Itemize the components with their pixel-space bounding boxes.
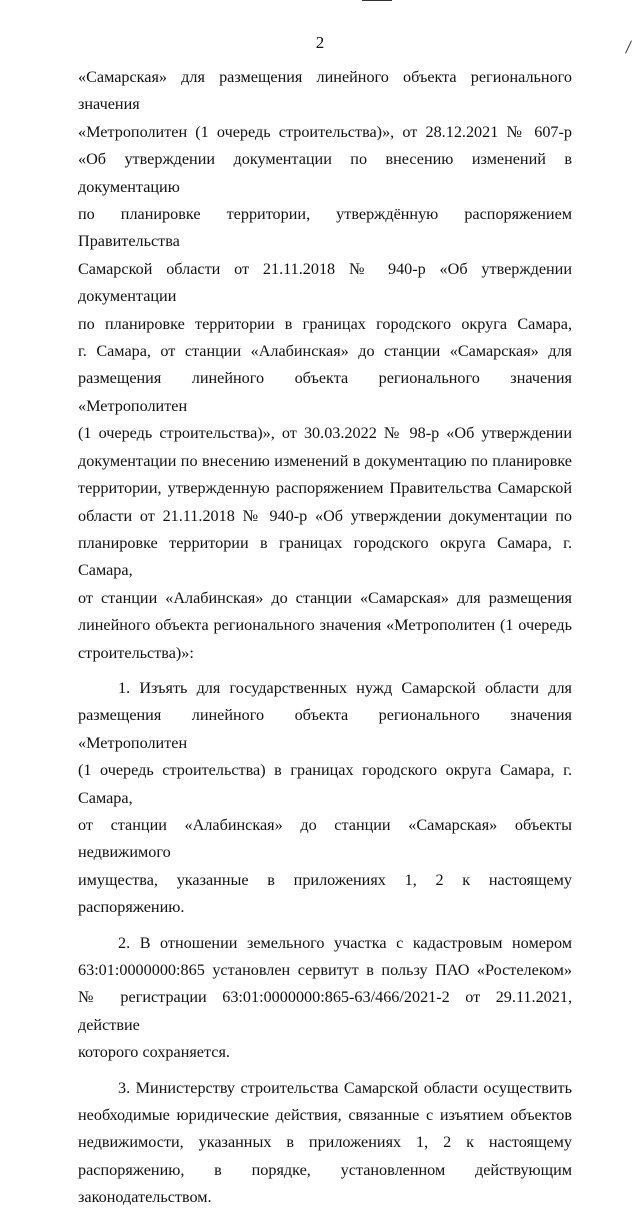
text-line: Самарской области от 21.11.2018 № 940-р «Об утверждении документации — [78, 259, 572, 306]
text-line: (1 очередь строительства) в границах городского округа Самара, г. Самара, — [78, 761, 572, 807]
text-line: № регистрации 63:01:0000000:865-63/466/2021-2 от 29.11.2021, действие — [78, 988, 572, 1034]
text-line: 3. Министерству строительства Самарской области осуществить — [118, 1078, 572, 1097]
text-line: линейного объекта регионального значения «Метрополитен (1 очередь — [78, 616, 572, 635]
text-line: 1. Изъять для государственных нужд Самарской области для — [118, 678, 572, 697]
text-line: законодательством. — [78, 1188, 212, 1207]
page-number: 2 — [315, 33, 325, 52]
text-line: недвижимости, указанных в приложениях 1, 2 к настоящему — [78, 1133, 572, 1152]
text-line: по планировке территории, утверждённую распоряжением Правительства — [78, 205, 572, 251]
intro-paragraph — [78, 64, 572, 667]
text-line: (1 очередь строительства)», от 30.03.2022 № 98-р «Об утверждении — [78, 424, 572, 443]
text-line: строительства)»: — [78, 643, 194, 662]
text-line: «Метрополитен (1 очередь строительства)», от 28.12.2021 № 607-р — [78, 122, 572, 141]
text-line: «Об утверждении документации по внесению изменений в документацию — [78, 150, 572, 196]
text-line: распоряжению, в порядке, установленном действующим — [78, 1160, 572, 1179]
text-line: 63:01:0000000:865 установлен сервитут в пользу ПАО «Ростелеком» — [78, 961, 572, 979]
scan-mark-top — [362, 0, 392, 1]
text-line: от станции «Алабинская» до станции «Самарская» для размещения — [78, 588, 572, 607]
text-line: размещения линейного объекта регионального значения «Метрополитен — [78, 369, 572, 415]
text-line: размещения линейного объекта регионального значения «Метрополитен — [78, 706, 572, 752]
text-line: по планировке территории в границах городского округа Самара, — [78, 314, 572, 333]
document-body — [78, 64, 572, 1212]
text-line: территории, утвержденную распоряжением Правительства Самарской — [78, 479, 572, 498]
text-line: которого сохраняется. — [78, 1043, 230, 1062]
item-1-paragraph — [78, 675, 572, 922]
item-3-paragraph — [78, 1075, 572, 1212]
text-line: документации по внесению изменений в документацию по планировке — [78, 451, 572, 470]
text-line: от станции «Алабинская» до станции «Самарская» объекты недвижимого — [78, 815, 572, 862]
text-line: 2. В отношении земельного участка с кадастровым номером — [118, 933, 572, 952]
text-line: области от 21.11.2018 № 940-р «Об утверждении документации по — [78, 506, 572, 525]
text-line: «Самарская» для размещения линейного объекта регионального значения — [78, 68, 572, 114]
text-line: имущества, указанные в приложениях 1, 2 к настоящему распоряжению. — [78, 870, 572, 917]
text-line: необходимые юридические действия, связанные с изъятием объектов — [78, 1106, 572, 1125]
text-line: г. Самара, от станции «Алабинская» до станции «Самарская» для — [78, 342, 572, 361]
item-2-paragraph — [78, 930, 572, 1067]
text-line: планировке территории в границах городского округа Самара, г. Самара, — [78, 533, 572, 580]
